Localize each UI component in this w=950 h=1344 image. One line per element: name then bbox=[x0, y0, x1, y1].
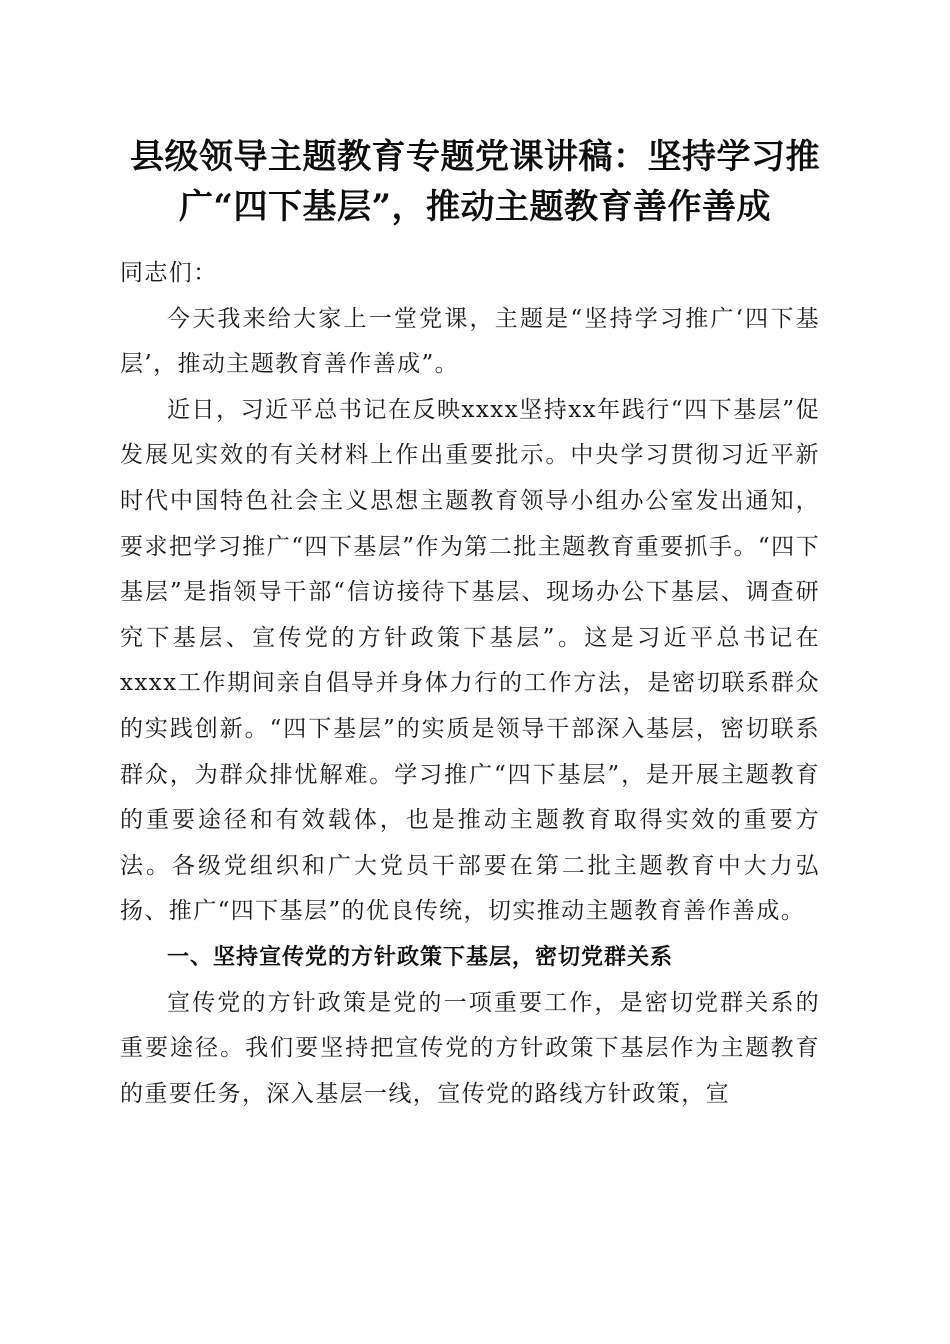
document-body bbox=[120, 251, 820, 1117]
salutation: 同志们： bbox=[120, 260, 218, 286]
paragraph-intro: 今天我来给大家上一堂党课，主题是“坚持学习推广‘四下基层’，推动主题教育善作善成”。 bbox=[120, 305, 820, 378]
section-1-paragraph: 宣传党的方针政策是党的一项重要工作，是密切党群关系的重要途径。我们要坚持把宣传党的方针政策下基层作为主题教育的重要任务，深入基层一线，宣传党的路线方针政策，宣 bbox=[120, 989, 820, 1107]
title-line-1: 县级领导主题教育专题党课讲稿：坚持学习推 bbox=[130, 137, 820, 177]
title-line-2: 广“四下基层”，推动主题教育善作善成 bbox=[178, 187, 772, 227]
paragraph-background: 近日，习近平总书记在反映xxxx坚持xx年践行“四下基层”促发展见实效的有关材料上作出重要批示。中央学习贯彻习近平新时代中国特色社会主义思想主题教育领导小组办公室发出通知，要求把学习推广“四下基层”作为第二批主题教育重要抓手。“四下基层”是指领导干部“信访接待下基层、现场办公下基层、调查研究下基层、宣传党的方针政策下基层”。这是习近平总书记在xxxx工作期间亲自倡导并身体力行的工作方法，是密切联系群众的实践创新。“四下基层”的实质是领导干部深入基层，密切联系群众，为群众排忧解难。学习推广“四下基层”，是开展主题教育的重要途径和有效载体，也是推动主题教育取得实效的重要方法。各级党组织和广大党员干部要在第二批主题教育中大力弘扬、推广“四下基层”的优良传统，切实推动主题教育善作善成。 bbox=[120, 396, 820, 925]
document-title bbox=[110, 132, 840, 232]
section-heading-1: 一、坚持宣传党的方针政策下基层，密切党群关系 bbox=[167, 944, 674, 970]
